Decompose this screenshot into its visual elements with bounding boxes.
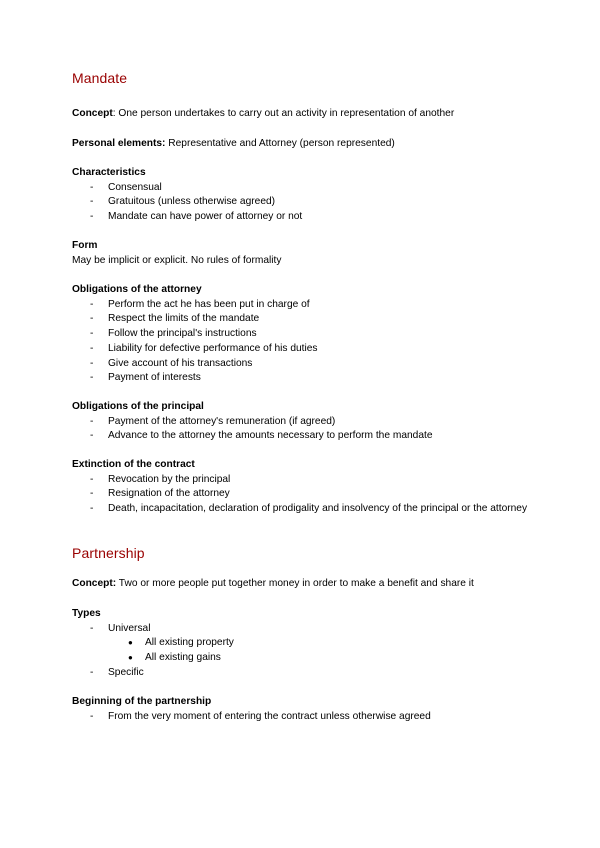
partnership-title: Partnership	[72, 545, 145, 561]
obligations-attorney-list	[72, 298, 542, 386]
form-section	[72, 239, 542, 268]
personal-text: Representative and Attorney (person represented)	[165, 138, 395, 149]
types-heading: Types	[72, 608, 101, 619]
obligations-principal-heading: Obligations of the principal	[72, 401, 204, 412]
concept-text: : One person undertakes to carry out an activity in representation of another	[112, 108, 455, 119]
list-item: - Give account of his transactions	[72, 357, 542, 372]
extinction-heading: Extinction of the contract	[72, 459, 195, 470]
personal-label: Personal elements:	[72, 138, 166, 149]
concept-label: Concept	[72, 108, 113, 119]
mandate-title: Mandate	[72, 70, 128, 86]
list-item: - Liability for defective performance of his duties	[72, 342, 542, 357]
form-text: May be implicit or explicit. No rules of formality	[72, 254, 282, 266]
list-item-universal: - Universal	[72, 622, 542, 637]
list-item: - Consensual	[72, 181, 542, 196]
beginning-list	[72, 710, 542, 725]
list-item: - Follow the principal's instructions	[72, 327, 542, 342]
list-item: - Payment of interests	[72, 371, 542, 386]
list-item: - Revocation by the principal	[72, 473, 542, 488]
obligations-attorney-section	[72, 283, 542, 386]
mandate-personal-elements	[72, 137, 542, 152]
list-item: - Payment of the attorney's remuneration (if agreed)	[72, 415, 542, 430]
list-item: - Advance to the attorney the amounts necessary to perform the mandate	[72, 429, 542, 444]
partnership-concept-label: Concept:	[72, 578, 117, 589]
obligations-attorney-heading: Obligations of the attorney	[72, 284, 202, 295]
list-item-specific: - Specific	[72, 666, 542, 681]
characteristics-section	[72, 166, 542, 225]
characteristics-list	[72, 181, 542, 225]
partnership-concept-text: Two or more people put together money in order to make a benefit and share it	[116, 578, 474, 589]
obligations-principal-list	[72, 415, 542, 444]
list-item: - Death, incapacitation, declaration of prodigality and insolvency of the principal or the attorney	[72, 502, 542, 517]
list-item: - Resignation of the attorney	[72, 487, 542, 502]
mandate-concept	[72, 107, 542, 122]
partnership-concept	[72, 577, 542, 592]
extinction-list	[72, 473, 542, 517]
list-item: - Gratuitous (unless otherwise agreed)	[72, 195, 542, 210]
universal-sublist	[72, 636, 542, 665]
form-heading: Form	[72, 240, 98, 251]
types-list	[72, 622, 542, 637]
list-item: - From the very moment of entering the contract unless otherwise agreed	[72, 710, 542, 725]
types-section	[72, 607, 542, 681]
types-list-cont	[72, 666, 542, 681]
extinction-section	[72, 458, 542, 517]
sub-list-item: ● All existing gains	[72, 651, 542, 666]
characteristics-heading: Characteristics	[72, 167, 146, 178]
obligations-principal-section	[72, 400, 542, 444]
sub-list-item: ● All existing property	[72, 636, 542, 651]
list-item: - Perform the act he has been put in charge of	[72, 298, 542, 313]
beginning-heading: Beginning of the partnership	[72, 696, 212, 707]
list-item: - Respect the limits of the mandate	[72, 312, 542, 327]
beginning-section	[72, 695, 542, 724]
list-item: - Mandate can have power of attorney or not	[72, 210, 542, 225]
